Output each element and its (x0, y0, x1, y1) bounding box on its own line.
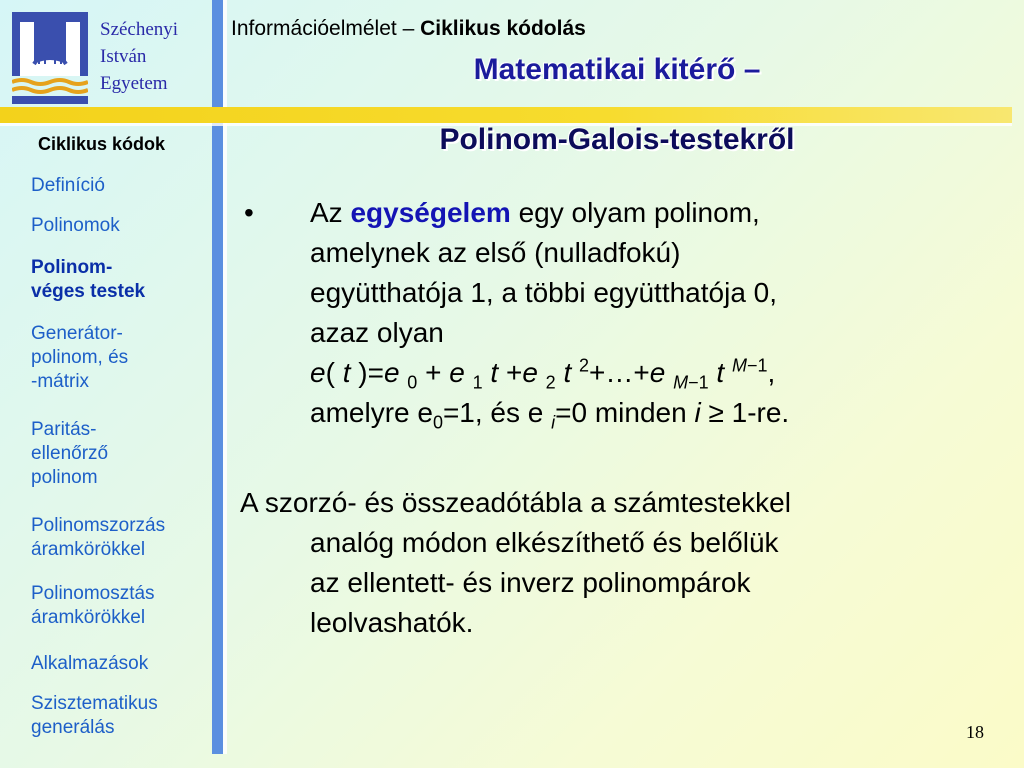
sidebar-heading: Ciklikus kódok (38, 134, 166, 154)
sidebar-item-szisztematikus-generalas[interactable] (31, 692, 158, 740)
sidebar-item-label: polinom, és (31, 347, 129, 368)
sidebar-item-label: áramkörökkel (31, 607, 146, 628)
breadcrumb-current: Ciklikus kódolás (420, 17, 586, 40)
sidebar-item-label: áramkörökkel (31, 539, 146, 560)
sidebar-item-label: Generátor- (31, 323, 123, 344)
sidebar-item-polinomszorzas[interactable] (31, 514, 165, 562)
body-line: analóg módon elkészíthető és belőlük (310, 527, 779, 558)
sidebar-item-label: Polinomosztás (31, 583, 155, 604)
sidebar-item-polinom-veges-testek[interactable] (31, 256, 145, 304)
highlight-term: egységelem (350, 197, 511, 228)
body-line: együtthatója 1, a többi együtthatója 0, (310, 277, 778, 308)
university-logo (12, 12, 88, 104)
sidebar-item-label: Polinomszorzás (31, 515, 166, 536)
sidebar-item-paritas-ellenorzo[interactable] (31, 418, 108, 490)
sidebar-item-label: ellenőrző (31, 443, 109, 464)
body-line: amelynek az első (nulladfokú) (310, 237, 681, 268)
sidebar-item-label: Paritás- (31, 419, 97, 440)
university-name-line: Széchenyi (100, 19, 179, 40)
sidebar-item-generator-polinom[interactable] (31, 322, 128, 394)
breadcrumb-course: Információelmélet – (231, 17, 421, 40)
equation: e( t )=e $_0$ + e $_1$ t +e $_2$ t $^2$+…+e $_{M-1}$ t $^{M-1}$, (310, 355, 776, 393)
body-line: Az egységelem egy olyam polinom, (310, 197, 760, 228)
sidebar-item-polinomosztas[interactable] (31, 582, 155, 630)
sidebar-item-label: Szisztematikus (31, 693, 158, 714)
sidebar-item-label: polinom (31, 467, 98, 488)
body-line: A szorzó- és összeadótábla a számtestekkel (240, 487, 791, 518)
sidebar-item-definicio[interactable] (31, 174, 105, 198)
body-line: az ellentett- és inverz polinompárok (310, 567, 751, 598)
sidebar-item-label: Definíció (31, 175, 105, 196)
sidebar-item-label: Polinomok (31, 215, 120, 236)
sidebar-item-alkalmazasok[interactable] (31, 652, 148, 676)
sidebar-item-label: generálás (31, 717, 115, 738)
page-number: 18 (966, 722, 984, 742)
university-name (100, 16, 178, 97)
body-line: amelyre $e_0=1$, és e $_i$=0 minden i ≥ 1-re. (310, 397, 790, 433)
breadcrumb (231, 17, 586, 41)
bullet-icon: • (244, 197, 254, 228)
sidebar-item-label: Alkalmazások (31, 653, 149, 674)
sidebar-item-label: Polinom- (31, 257, 113, 278)
slide-title-line1: Matematikai kitérő – (473, 53, 761, 86)
sidebar-item-polinomok[interactable] (31, 214, 120, 238)
body-line: azaz olyan (310, 317, 444, 348)
university-name-line: Egyetem (100, 73, 168, 94)
sidebar-item-label: -mátrix (31, 371, 90, 392)
body-paragraph (240, 483, 970, 643)
slide-title-line2: Polinom-Galois-testekről (439, 123, 795, 156)
sidebar-item-label: véges testek (31, 281, 146, 302)
university-name-line: István (100, 46, 147, 67)
body-line: leolvashatók. (310, 607, 474, 638)
